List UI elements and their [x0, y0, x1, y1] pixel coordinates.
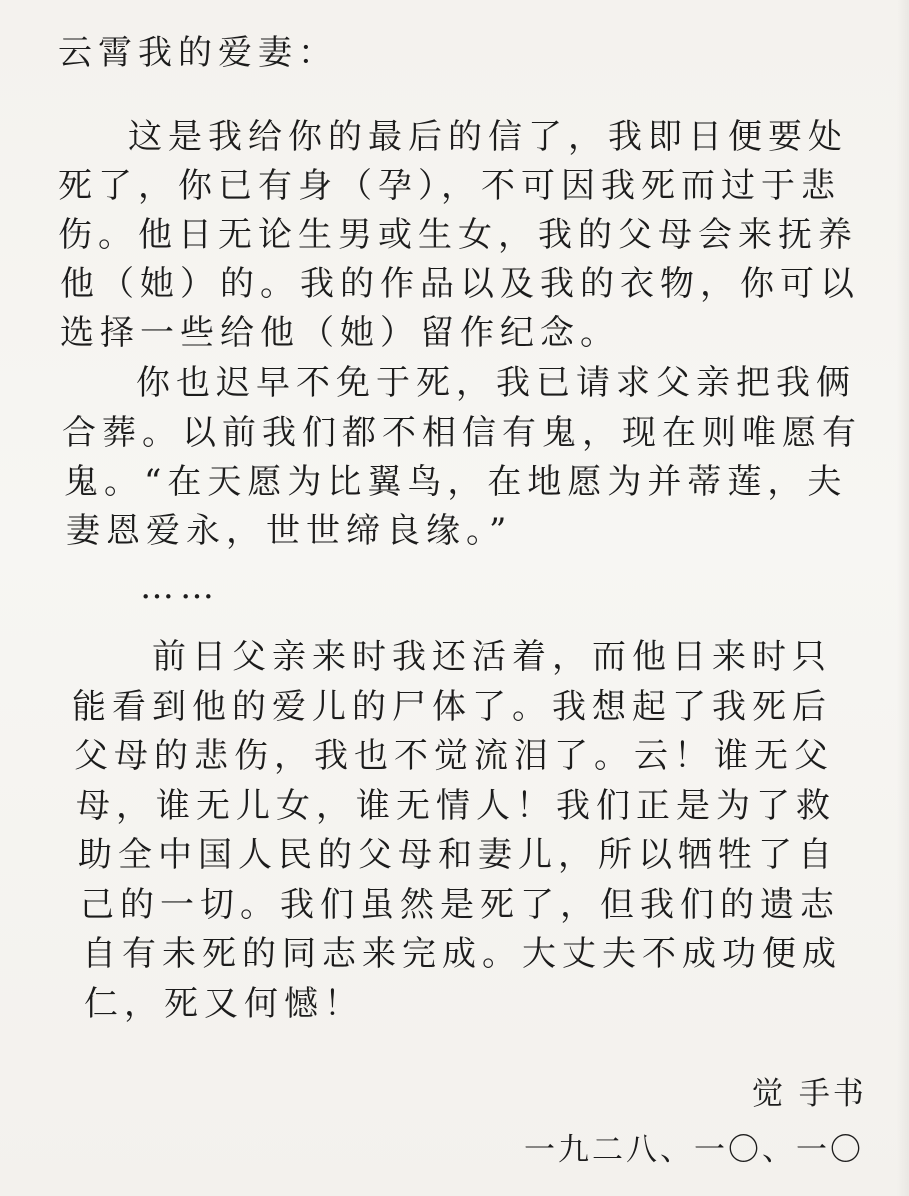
ellipsis-line: ……	[140, 567, 220, 607]
paragraph-3-line-6: 己的一切。我们虽然是死了，但我们的遗志	[80, 885, 840, 925]
paragraph-3-line-4: 母，谁无儿女，谁无情人！我们正是为了救	[76, 786, 836, 826]
paragraph-2-line-2: 合葬。以前我们都不相信有鬼，现在则唯愿有	[62, 413, 862, 453]
salutation: 云霄我的爱妻：	[58, 33, 338, 73]
paragraph-2-line-4: 妻恩爱永，世世缔良缘。”	[66, 511, 513, 551]
paragraph-3-line-8: 仁，死又何憾！	[84, 984, 364, 1024]
paragraph-3-line-5: 助全中国人民的父母和妻儿，所以牺牲了自	[78, 835, 838, 875]
paragraph-2-line-1: 你也迟早不免于死，我已请求父亲把我俩	[136, 363, 856, 403]
page-edge-shadow	[897, 0, 909, 1196]
paragraph-3-line-3: 父母的悲伤，我也不觉流泪了。云！谁无父	[74, 736, 834, 776]
paragraph-3-line-1: 前日父亲来时我还活着，而他日来时只	[152, 637, 832, 677]
paragraph-3-line-2: 能看到他的爱儿的尸体了。我想起了我死后	[72, 687, 832, 727]
paragraph-1-line-1: 这是我给你的最后的信了，我即日便要处	[128, 117, 848, 157]
signature: 觉 手书	[752, 1076, 867, 1112]
letter-date: 一九二八、一〇、一〇	[524, 1132, 864, 1168]
paragraph-1-line-4: 他（她）的。我的作品以及我的衣物，你可以	[60, 264, 860, 304]
paragraph-1-line-2: 死了，你已有身（孕），不可因我死而过于悲	[58, 166, 841, 206]
paragraph-3-line-7: 自有未死的同志来完成。大丈夫不成功便成	[82, 934, 842, 974]
paragraph-2-line-3: 鬼。“在天愿为比翼鸟，在地愿为并蒂莲，夫	[64, 462, 848, 502]
paragraph-1-line-3: 伤。他日无论生男或生女，我的父母会来抚养	[58, 215, 858, 255]
paragraph-1-line-5: 选择一些给他（她）留作纪念。	[60, 313, 620, 353]
